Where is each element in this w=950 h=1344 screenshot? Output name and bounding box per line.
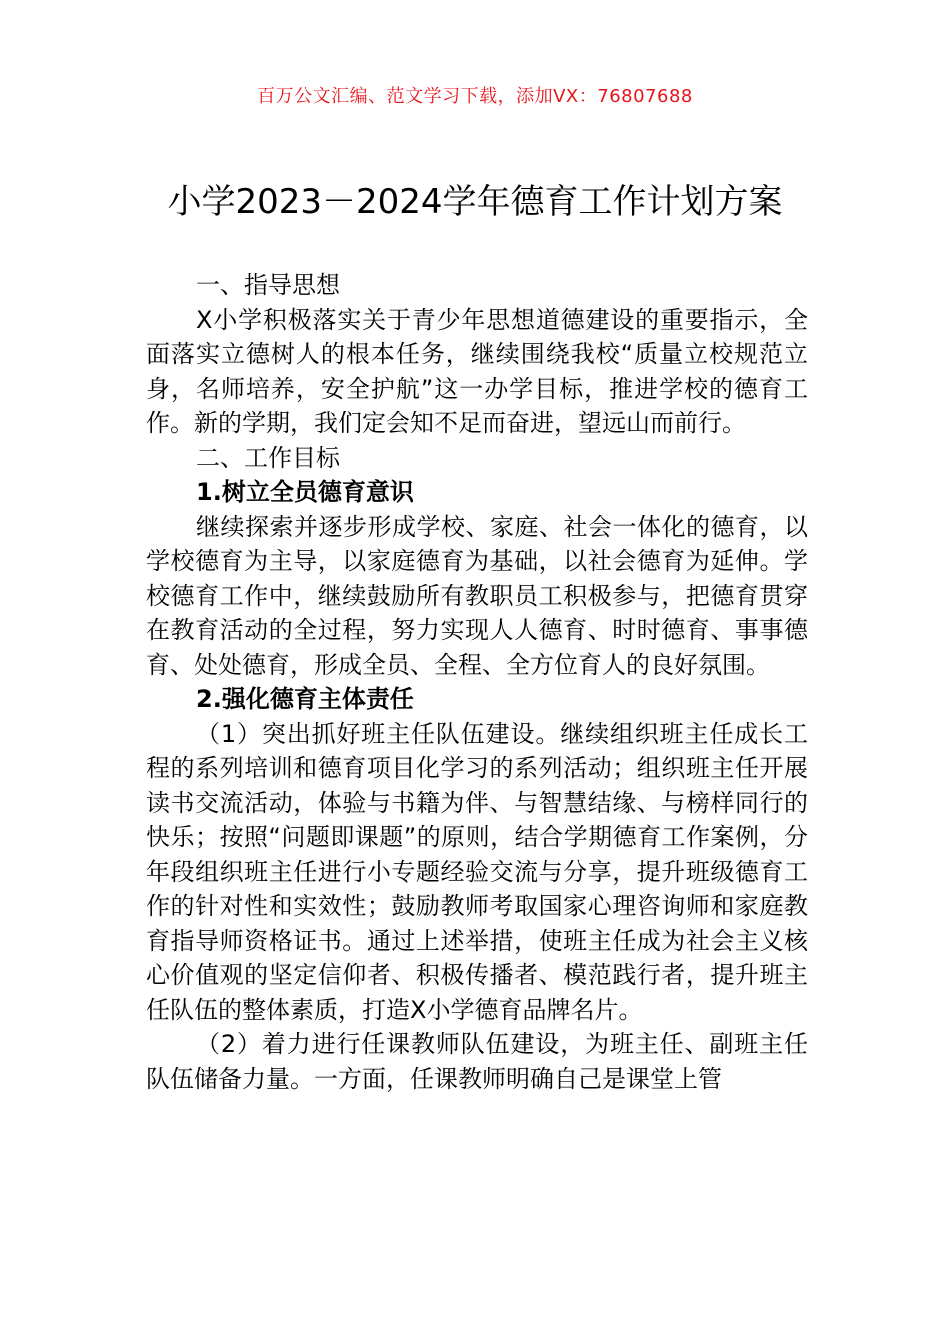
section-heading-guiding-ideology: 一、指导思想 [196, 271, 340, 299]
paragraph: X小学积极落实关于青少年思想道德建设的重要指示，全面落实立德树人的根本任务，继续围绕我校“质量立校规范立身，名师培养，安全护航”这一办学目标，推进学校的德育工作。新的学期，我们定会知不足而奋进，望远山而前行。 [146, 305, 808, 437]
watermark-banner: 百万公文汇编、范文学习下载，添加VX：76807688 [257, 86, 693, 107]
document-body [146, 268, 808, 1096]
section-heading-work-goals: 二、工作目标 [196, 443, 340, 472]
paragraph: （2）着力进行任课教师队伍建设，为班主任、副班主任队伍储备力量。一方面，任课教师明确自己是课堂上管 [146, 1030, 808, 1093]
document-title: 小学2023－2024学年德育工作计划方案 [167, 182, 783, 222]
paragraph: 继续探索并逐步形成学校、家庭、社会一体化的德育，以学校德育为主导，以家庭德育为基础，以社会德育为延伸。学校德育工作中，继续鼓励所有教职员工积极参与，把德育贯穿在教育活动的全过程，努力实现人人德育、时时德育、事事德育、处处德育，形成全员、全程、全方位育人的良好氛围。 [146, 512, 808, 679]
subheading-moral-awareness: 1.树立全员德育意识 [196, 478, 414, 506]
subheading-responsibility: 2.强化德育主体责任 [196, 685, 414, 713]
paragraph: （1）突出抓好班主任队伍建设。继续组织班主任成长工程的系列培训和德育项目化学习的系列活动；组织班主任开展读书交流活动，体验与书籍为伴、与智慧结缘、与榜样同行的快乐；按照“问题即课题”的原则，结合学期德育工作案例，分年段组织班主任进行小专题经验交流与分享，提升班级德育工作的针对性和实效性；鼓励教师考取国家心理咨询师和家庭教育指导师资格证书。通过上述举措，使班主任成为社会主义核心价值观的坚定信仰者、积极传播者、模范践行者，提升班主任队伍的整体素质，打造X小学德育品牌名片。 [146, 719, 808, 1024]
